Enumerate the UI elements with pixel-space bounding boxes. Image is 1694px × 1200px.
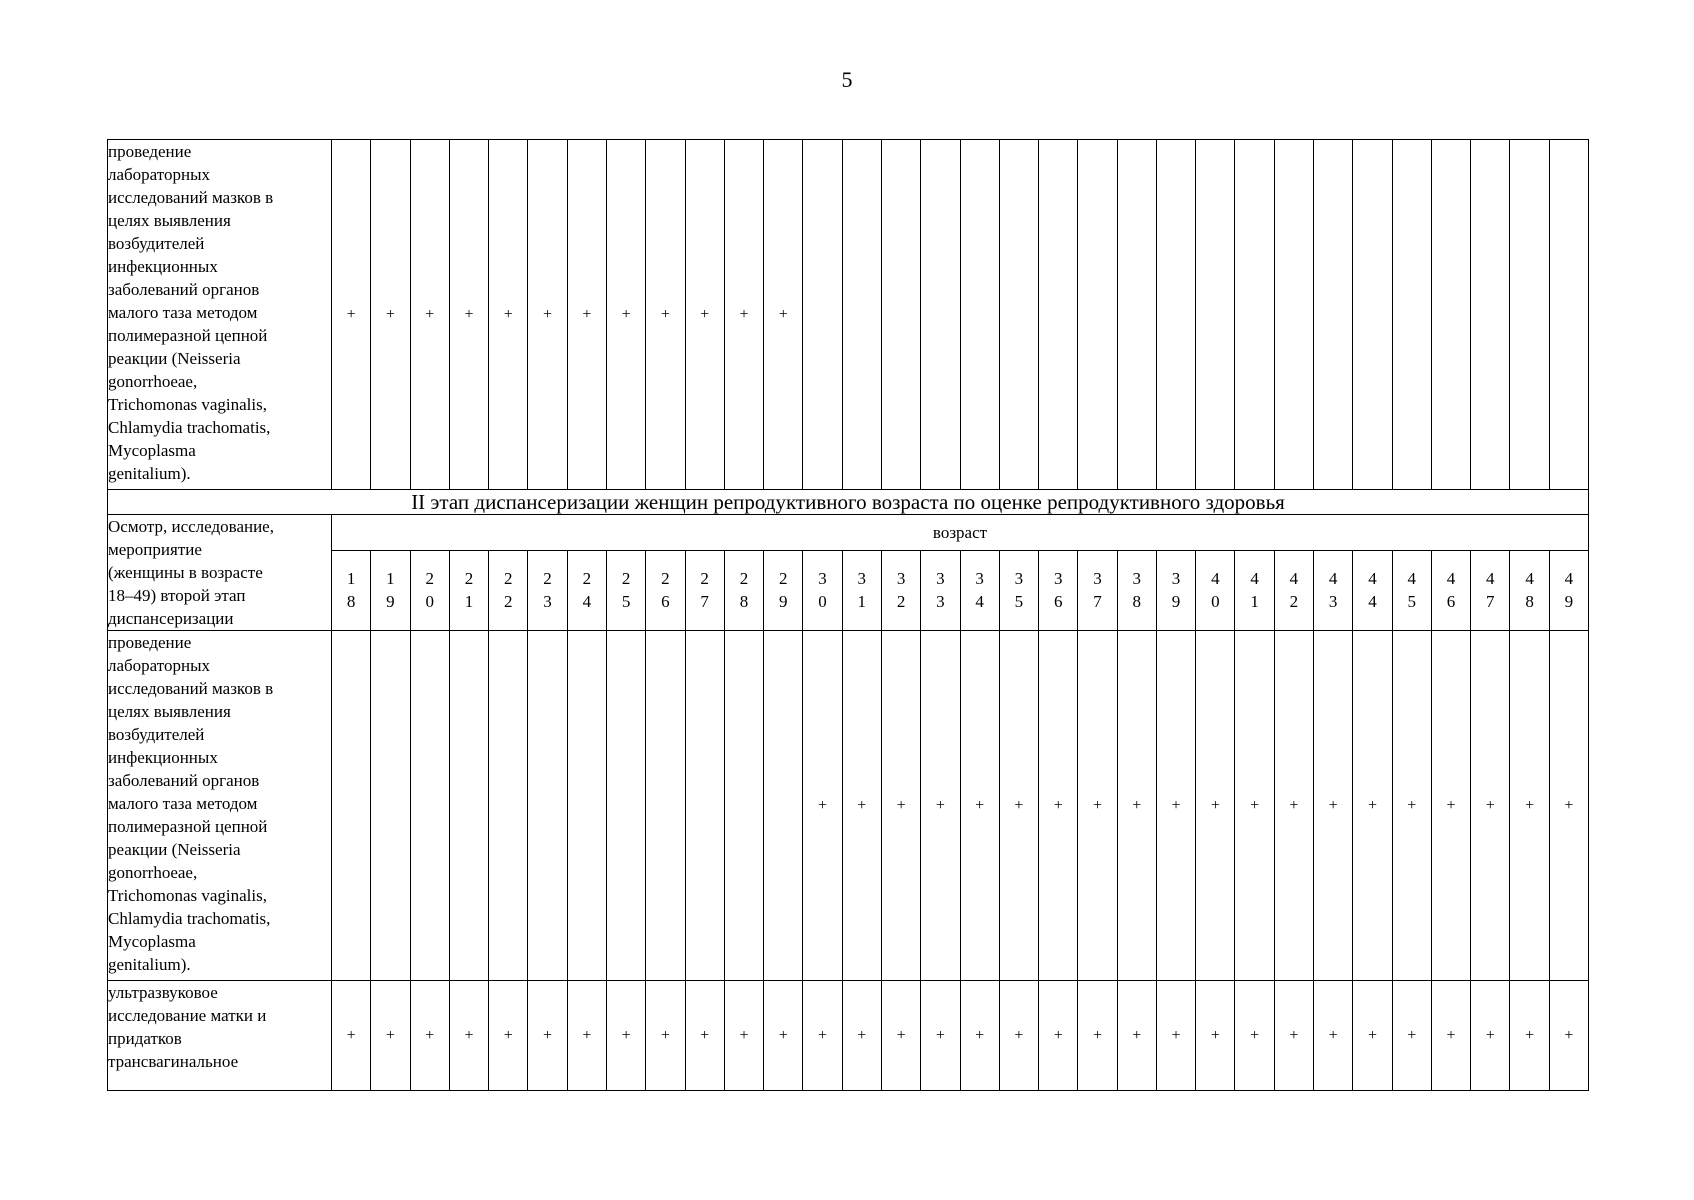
age-40-mark [1196, 140, 1235, 490]
age-27-mark: + [685, 981, 724, 1091]
label-line: Осмотр, исследование, [108, 517, 274, 536]
age-41-mark: + [1235, 981, 1274, 1091]
age-45-mark: + [1392, 981, 1431, 1091]
age-26-mark [646, 631, 685, 981]
age-46-mark: + [1431, 631, 1470, 981]
age-30-mark: + [803, 631, 842, 981]
age-header-32: 3 2 [881, 550, 920, 630]
age-24-mark: + [567, 981, 606, 1091]
age-45-mark: + [1392, 631, 1431, 981]
age-34-mark: + [960, 631, 999, 981]
screening-table [107, 139, 1589, 1091]
age-header-25: 2 5 [606, 550, 645, 630]
age-19-mark [371, 631, 410, 981]
age-41-mark: + [1235, 631, 1274, 981]
label-line: трансвагинальное [108, 1052, 239, 1071]
age-38-mark: + [1117, 631, 1156, 981]
label-line: реакции (Neisseria [108, 840, 241, 859]
age-31-mark: + [842, 631, 881, 981]
label-line: Mycoplasma [108, 932, 196, 951]
label-line: полимеразной цепной [108, 326, 268, 345]
section-row [108, 490, 1589, 515]
age-header-26: 2 6 [646, 550, 685, 630]
label-line: Chlamydia trachomatis, [108, 418, 271, 437]
age-35-mark: + [999, 981, 1038, 1091]
section-title: II этап диспансеризации женщин репродуктивного возраста по оценке репродуктивного здоровья [108, 490, 1589, 515]
label-line: исследование матки и [108, 1006, 267, 1025]
age-header-18: 1 8 [332, 550, 371, 630]
age-header-23: 2 3 [528, 550, 567, 630]
age-25-mark [606, 631, 645, 981]
age-36-mark: + [1039, 631, 1078, 981]
age-18-mark: + [332, 140, 371, 490]
age-group-header: возраст [332, 515, 1589, 551]
age-header-22: 2 2 [489, 550, 528, 630]
age-23-mark: + [528, 981, 567, 1091]
age-31-mark: + [842, 981, 881, 1091]
age-20-mark: + [410, 140, 449, 490]
age-25-mark: + [606, 140, 645, 490]
row-label [108, 631, 332, 981]
age-40-mark: + [1196, 981, 1235, 1091]
label-line: Trichomonas vaginalis, [108, 395, 267, 414]
age-33-mark: + [921, 631, 960, 981]
age-43-mark: + [1314, 631, 1353, 981]
age-42-mark: + [1274, 631, 1313, 981]
age-37-mark: + [1078, 981, 1117, 1091]
age-34-mark: + [960, 981, 999, 1091]
age-header-28: 2 8 [724, 550, 763, 630]
age-33-mark [921, 140, 960, 490]
label-line: лабораторных [108, 656, 211, 675]
age-header-48: 4 8 [1510, 550, 1549, 630]
age-38-mark: + [1117, 981, 1156, 1091]
table-row [108, 981, 1589, 1091]
age-24-mark [567, 631, 606, 981]
age-19-mark: + [371, 981, 410, 1091]
age-21-mark [449, 631, 488, 981]
label-line: целях выявления [108, 702, 231, 721]
age-27-mark: + [685, 140, 724, 490]
age-header-31: 3 1 [842, 550, 881, 630]
age-49-mark: + [1549, 631, 1588, 981]
age-24-mark: + [567, 140, 606, 490]
age-43-mark [1314, 140, 1353, 490]
age-47-mark: + [1471, 631, 1510, 981]
age-18-mark: + [332, 981, 371, 1091]
age-header-45: 4 5 [1392, 550, 1431, 630]
header-label [108, 515, 332, 631]
label-line: Chlamydia trachomatis, [108, 909, 271, 928]
age-30-mark: + [803, 981, 842, 1091]
age-48-mark: + [1510, 981, 1549, 1091]
age-44-mark: + [1353, 981, 1392, 1091]
age-47-mark: + [1471, 981, 1510, 1091]
age-19-mark: + [371, 140, 410, 490]
age-header-47: 4 7 [1471, 550, 1510, 630]
age-42-mark: + [1274, 981, 1313, 1091]
age-22-mark: + [489, 140, 528, 490]
label-line: Trichomonas vaginalis, [108, 886, 267, 905]
age-40-mark: + [1196, 631, 1235, 981]
age-21-mark: + [449, 981, 488, 1091]
label-line: заболеваний органов [108, 771, 260, 790]
label-line: малого таза методом [108, 303, 258, 322]
label-line: реакции (Neisseria [108, 349, 241, 368]
age-32-mark: + [881, 981, 920, 1091]
table-row [108, 631, 1589, 981]
age-46-mark: + [1431, 981, 1470, 1091]
label-line: проведение [108, 142, 192, 161]
age-33-mark: + [921, 981, 960, 1091]
age-26-mark: + [646, 140, 685, 490]
age-header-39: 3 9 [1156, 550, 1195, 630]
age-48-mark: + [1510, 631, 1549, 981]
age-32-mark [881, 140, 920, 490]
row-label [108, 140, 332, 490]
age-header-36: 3 6 [1039, 550, 1078, 630]
label-line: Mycoplasma [108, 441, 196, 460]
label-line: проведение [108, 633, 192, 652]
label-line: целях выявления [108, 211, 231, 230]
age-22-mark: + [489, 981, 528, 1091]
age-47-mark [1471, 140, 1510, 490]
age-35-mark [999, 140, 1038, 490]
age-32-mark: + [881, 631, 920, 981]
age-26-mark: + [646, 981, 685, 1091]
age-header-34: 3 4 [960, 550, 999, 630]
age-header-46: 4 6 [1431, 550, 1470, 630]
age-header-37: 3 7 [1078, 550, 1117, 630]
age-21-mark: + [449, 140, 488, 490]
age-header-29: 2 9 [764, 550, 803, 630]
age-39-mark: + [1156, 981, 1195, 1091]
age-header-21: 2 1 [449, 550, 488, 630]
label-line: инфекционных [108, 257, 218, 276]
age-39-mark: + [1156, 631, 1195, 981]
label-line: исследований мазков в [108, 679, 274, 698]
label-line: genitalium). [108, 955, 191, 974]
age-28-mark: + [724, 140, 763, 490]
age-18-mark [332, 631, 371, 981]
age-header-30: 3 0 [803, 550, 842, 630]
label-line: инфекционных [108, 748, 218, 767]
age-49-mark [1549, 140, 1588, 490]
age-header-35: 3 5 [999, 550, 1038, 630]
age-46-mark [1431, 140, 1470, 490]
age-header-19: 1 9 [371, 550, 410, 630]
label-line: заболеваний органов [108, 280, 260, 299]
age-header-41: 4 1 [1235, 550, 1274, 630]
label-line: возбудителей [108, 234, 205, 253]
age-34-mark [960, 140, 999, 490]
age-44-mark [1353, 140, 1392, 490]
age-29-mark [764, 631, 803, 981]
label-line: лабораторных [108, 165, 211, 184]
label-line: полимеразной цепной [108, 817, 268, 836]
age-header-42: 4 2 [1274, 550, 1313, 630]
age-header-27: 2 7 [685, 550, 724, 630]
age-38-mark [1117, 140, 1156, 490]
age-37-mark [1078, 140, 1117, 490]
age-27-mark [685, 631, 724, 981]
age-header-33: 3 3 [921, 550, 960, 630]
label-line: (женщины в возрасте [108, 563, 263, 582]
age-43-mark: + [1314, 981, 1353, 1091]
label-line: genitalium). [108, 464, 191, 483]
label-line: gonorrhoeae, [108, 372, 198, 391]
label-line: исследований мазков в [108, 188, 274, 207]
label-line: придатков [108, 1029, 182, 1048]
age-header-38: 3 8 [1117, 550, 1156, 630]
age-header-20: 2 0 [410, 550, 449, 630]
label-line: 18–49) второй этап [108, 586, 246, 605]
label-line: диспансеризации [108, 609, 234, 628]
age-41-mark [1235, 140, 1274, 490]
age-28-mark: + [724, 981, 763, 1091]
age-20-mark [410, 631, 449, 981]
age-header-24: 2 4 [567, 550, 606, 630]
label-line: мероприятие [108, 540, 202, 559]
age-37-mark: + [1078, 631, 1117, 981]
label-line: малого таза методом [108, 794, 258, 813]
age-header-40: 4 0 [1196, 550, 1235, 630]
page-number: 5 [841, 67, 853, 92]
age-35-mark: + [999, 631, 1038, 981]
age-25-mark: + [606, 981, 645, 1091]
age-23-mark: + [528, 140, 567, 490]
age-header-49: 4 9 [1549, 550, 1588, 630]
label-line: ультразвуковое [108, 983, 218, 1002]
row-label [108, 981, 332, 1091]
age-29-mark: + [764, 981, 803, 1091]
age-45-mark [1392, 140, 1431, 490]
age-20-mark: + [410, 981, 449, 1091]
age-29-mark: + [764, 140, 803, 490]
age-header-43: 4 3 [1314, 550, 1353, 630]
age-23-mark [528, 631, 567, 981]
age-44-mark: + [1353, 631, 1392, 981]
header-row [108, 515, 1589, 551]
age-42-mark [1274, 140, 1313, 490]
age-header-44: 4 4 [1353, 550, 1392, 630]
label-line: возбудителей [108, 725, 205, 744]
age-39-mark [1156, 140, 1195, 490]
age-31-mark [842, 140, 881, 490]
age-22-mark [489, 631, 528, 981]
label-line: gonorrhoeae, [108, 863, 198, 882]
age-48-mark [1510, 140, 1549, 490]
age-28-mark [724, 631, 763, 981]
table-row [108, 140, 1589, 490]
age-36-mark [1039, 140, 1078, 490]
age-30-mark [803, 140, 842, 490]
age-36-mark: + [1039, 981, 1078, 1091]
age-49-mark: + [1549, 981, 1588, 1091]
